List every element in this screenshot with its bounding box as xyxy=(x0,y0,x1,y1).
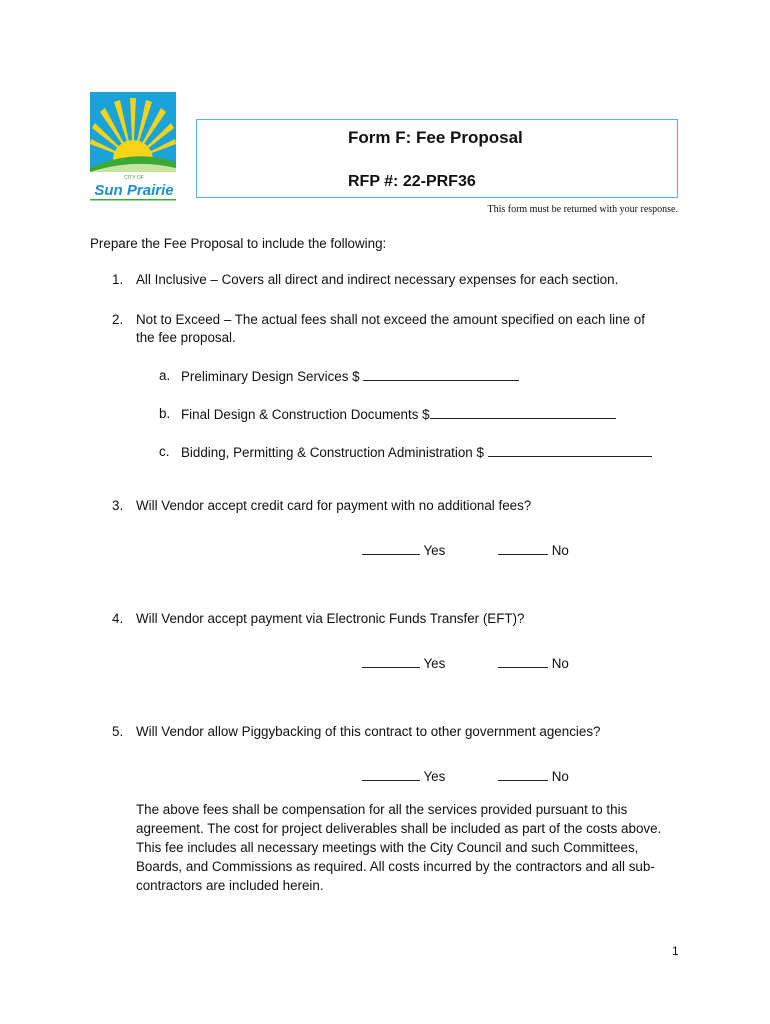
subitem-b xyxy=(181,405,616,424)
eft-yes-field[interactable] xyxy=(362,654,420,668)
eft-no xyxy=(498,654,569,671)
credit-card-no xyxy=(498,541,569,558)
logo-top-text: CITY OF xyxy=(124,175,144,181)
logo-name: Sun Prairie xyxy=(94,182,174,199)
item-2-number: 2. xyxy=(112,312,124,327)
no-label: No xyxy=(551,656,569,671)
item-1-number: 1. xyxy=(112,272,124,287)
yes-label: Yes xyxy=(423,656,446,671)
item-2-text: Not to Exceed – The actual fees shall not exceed the amount specified on each line of the fee proposal. xyxy=(136,312,645,345)
subitem-c xyxy=(181,443,652,462)
item-3-number: 3. xyxy=(112,498,124,513)
subitem-b-text: Final Design & Construction Documents $ xyxy=(181,407,430,422)
credit-card-yes-field[interactable] xyxy=(362,541,420,555)
rfp-number: RFP #: 22-PRF36 xyxy=(348,173,476,190)
piggyback-yes xyxy=(362,767,445,784)
preliminary-design-fee-field[interactable] xyxy=(363,367,519,381)
no-label: No xyxy=(551,769,569,784)
item-3-text: Will Vendor accept credit card for payment with no additional fees? xyxy=(136,498,532,513)
piggyback-no-field[interactable] xyxy=(498,767,548,781)
eft-yes xyxy=(362,654,445,671)
item-1-text: All Inclusive – Covers all direct and indirect necessary expenses for each section. xyxy=(136,272,619,287)
sun-prairie-logo xyxy=(90,92,176,202)
item-4-text: Will Vendor accept payment via Electronic Funds Transfer (EFT)? xyxy=(136,611,525,626)
return-note: This form must be returned with your response. xyxy=(487,204,678,215)
piggyback-no xyxy=(498,767,569,784)
closing-paragraph: The above fees shall be compensation for all the services provided pursuant to this agreement. The cost for project deliverables shall be included as part of the costs above. This fee includes all necessary meetings with the City Council and such Committees, Boards, and Commissions as required. All costs incurred by the contractors and all sub-contractors are included herein. xyxy=(136,802,662,893)
intro-text: Prepare the Fee Proposal to include the following: xyxy=(90,236,387,251)
no-label: No xyxy=(551,543,569,558)
item-4-number: 4. xyxy=(112,611,124,626)
page-number: 1 xyxy=(672,944,679,958)
yes-label: Yes xyxy=(423,543,446,558)
subitem-a-label: a. xyxy=(159,368,171,383)
bidding-admin-fee-field[interactable] xyxy=(488,443,652,457)
subitem-c-label: c. xyxy=(159,444,170,459)
piggyback-yes-field[interactable] xyxy=(362,767,420,781)
subitem-a xyxy=(181,367,519,386)
credit-card-no-field[interactable] xyxy=(498,541,548,555)
eft-no-field[interactable] xyxy=(498,654,548,668)
item-5-text: Will Vendor allow Piggybacking of this contract to other government agencies? xyxy=(136,724,601,739)
form-title: Form F: Fee Proposal xyxy=(348,128,523,147)
subitem-b-label: b. xyxy=(159,406,171,421)
subitem-a-text: Preliminary Design Services $ xyxy=(181,369,360,384)
final-design-fee-field[interactable] xyxy=(430,405,616,419)
item-5-number: 5. xyxy=(112,724,124,739)
yes-label: Yes xyxy=(423,769,446,784)
credit-card-yes xyxy=(362,541,445,558)
subitem-c-text: Bidding, Permitting & Construction Administration $ xyxy=(181,445,484,460)
